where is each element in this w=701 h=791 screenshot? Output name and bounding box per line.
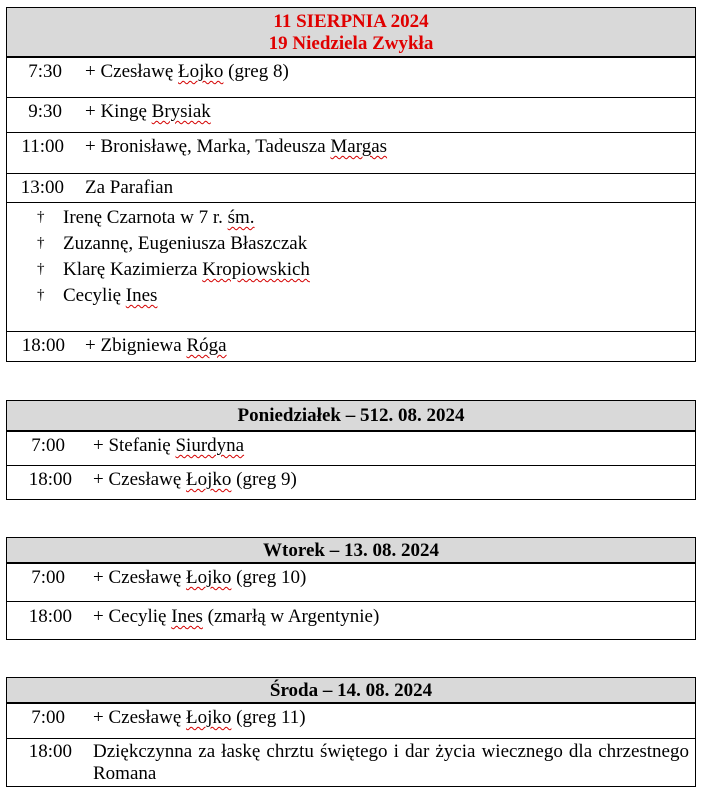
table-row — [6, 332, 696, 362]
intention: + Czesławę Łojko (greg 8) — [85, 61, 289, 82]
intention: + Zbigniewa Róga — [85, 335, 227, 356]
mass-time: 7:00 — [31, 435, 65, 456]
list-item: † Klarę Kazimierza Kropiowskich — [37, 259, 310, 285]
mass-time: 7:00 — [31, 707, 65, 728]
table-row — [6, 57, 696, 98]
sunday-date: 11 SIERPNIA 2024 — [273, 11, 429, 32]
intention-list — [37, 207, 310, 311]
mass-time: 18:00 — [28, 741, 72, 762]
intention: + Kingę Brysiak — [85, 101, 211, 122]
intention: + Czesławę Łojko (greg 11) — [93, 707, 306, 728]
dagger-icon: † — [37, 287, 45, 303]
wednesday-header: Środa – 14. 08. 2024 — [6, 677, 696, 703]
table-row — [6, 174, 696, 203]
intention: Dziękczynna za łaskę chrztu świętego i dar życia wiecznego dla chrzestnego Romana — [93, 741, 689, 784]
mass-time: 13:00 — [20, 177, 64, 198]
monday-table — [6, 400, 696, 500]
intention: + Czesławę Łojko (greg 10) — [93, 567, 307, 588]
list-item: † Zuzannę, Eugeniusza Błaszczak — [37, 233, 310, 259]
dagger-icon: † — [37, 209, 45, 225]
wednesday-table — [6, 677, 696, 787]
dagger-icon: † — [37, 261, 45, 277]
table-row — [6, 466, 696, 500]
sunday-table — [6, 7, 696, 362]
sunday-name: 19 Niedziela Zwykła — [268, 33, 434, 54]
intention: + Bronisławę, Marka, Tadeusza Margas — [85, 136, 388, 157]
mass-time: 18:00 — [28, 606, 72, 627]
table-row — [6, 563, 696, 602]
intention: + Stefanię Siurdyna — [93, 435, 245, 456]
tuesday-header: Wtorek – 13. 08. 2024 — [6, 537, 696, 563]
table-row — [6, 133, 696, 174]
list-item: † Irenę Czarnota w 7 r. śm. — [37, 207, 310, 233]
sunday-header — [6, 7, 696, 57]
mass-time: 7:00 — [31, 567, 65, 588]
table-row — [6, 431, 696, 466]
table-row — [6, 98, 696, 133]
mass-time: 18:00 — [28, 469, 72, 490]
intention: + Cecylię Ines (zmarłą w Argentynie) — [93, 606, 380, 627]
monday-header: Poniedziałek – 512. 08. 2024 — [6, 400, 696, 431]
intention: Za Parafian — [85, 177, 174, 198]
tuesday-table — [6, 537, 696, 640]
table-row — [6, 739, 696, 787]
dagger-icon: † — [37, 235, 45, 251]
table-row — [6, 602, 696, 640]
intention: + Czesławę Łojko (greg 9) — [93, 469, 297, 490]
list-item: † Cecylię Ines — [37, 285, 310, 311]
mass-time: 18:00 — [21, 335, 65, 356]
intention-list-row — [6, 203, 696, 332]
mass-time: 9:30 — [28, 101, 62, 122]
table-row — [6, 703, 696, 739]
mass-time: 7:30 — [28, 61, 62, 82]
mass-time: 11:00 — [21, 136, 64, 157]
